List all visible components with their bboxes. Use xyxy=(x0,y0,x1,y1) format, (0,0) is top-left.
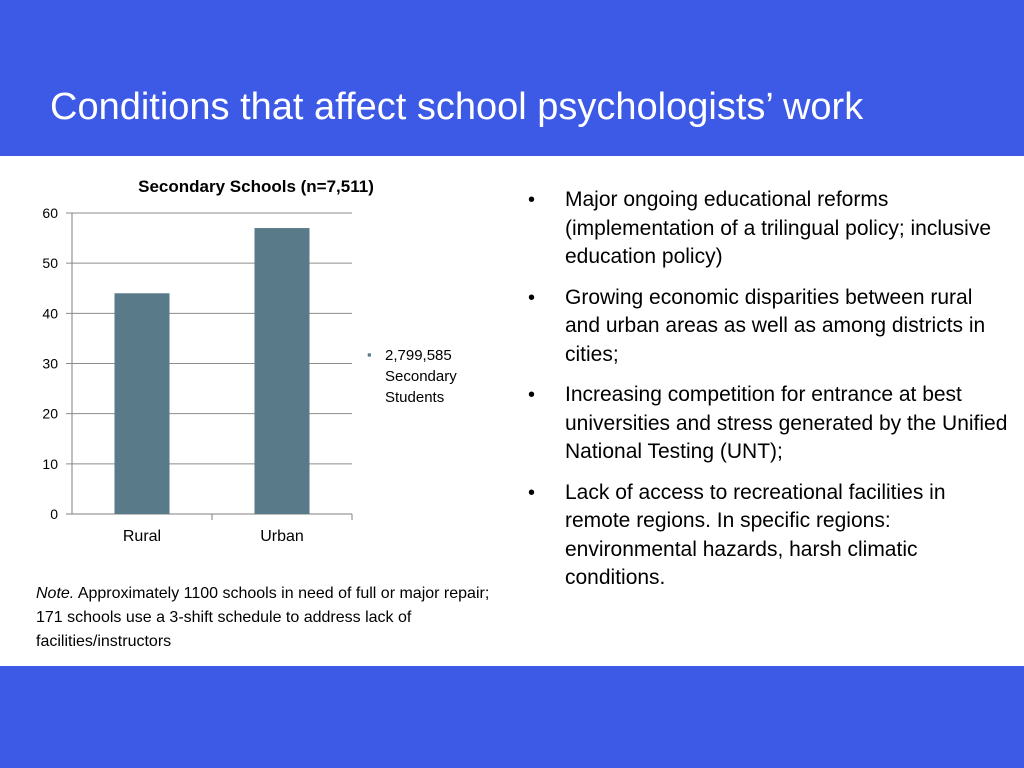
legend-label-line-2: Secondary xyxy=(385,368,457,385)
bullet-icon: • xyxy=(528,286,536,309)
bullet-text: Increasing competition for entrance at best universities and stress generated by the Unified National Testing (UNT); xyxy=(565,383,1008,463)
x-category-label: Rural xyxy=(122,528,162,545)
bullet-item xyxy=(528,186,1008,272)
bullet-icon: • xyxy=(528,384,536,406)
y-tick-label: 20 xyxy=(42,405,58,422)
bullet-item xyxy=(528,284,1008,370)
legend-label-line-1: 2,799,585 xyxy=(385,347,452,364)
bar-urban xyxy=(255,228,310,514)
chart-title: Secondary Schools (n=7,511) xyxy=(138,177,374,196)
bullet-text: Major ongoing educational reforms (implementation of a trilingual policy; inclusive education policy) xyxy=(565,188,992,268)
bullet-icon: • xyxy=(528,189,536,211)
y-tick-label: 50 xyxy=(42,255,58,272)
chart-x-categories xyxy=(123,528,304,545)
chart-legend xyxy=(367,347,457,406)
bullet-list xyxy=(528,186,1008,605)
slide-title: Conditions that affect school psychologists’ work xyxy=(50,86,864,128)
bullet-text: Growing economic disparities between rural and urban areas as well as among districts in cities; xyxy=(565,285,986,366)
note-text: Approximately 1100 schools in need of full or major repair; 171 schools use a 3-shift schedule to address lack of facilities/instructors xyxy=(36,585,490,650)
chart-note xyxy=(36,582,506,654)
bullet-text: Lack of access to recreational facilities in remote regions. In specific regions: environmental hazards, harsh climatic conditions. xyxy=(565,480,946,589)
legend-marker: ▪ xyxy=(367,347,372,362)
footer-band xyxy=(0,666,1024,768)
bar-rural xyxy=(115,293,170,514)
y-tick-label: 40 xyxy=(42,305,58,322)
y-tick-label: 10 xyxy=(42,455,58,472)
chart-y-ticks xyxy=(42,205,58,522)
bullet-icon: • xyxy=(528,481,536,504)
legend-label-line-3: Students xyxy=(385,389,445,406)
chart-bars xyxy=(115,228,310,514)
bullet-item xyxy=(528,479,1008,593)
x-category-label: Urban xyxy=(260,528,304,545)
y-tick-label: 0 xyxy=(50,506,58,522)
bar-chart xyxy=(0,160,520,560)
y-tick-label: 30 xyxy=(42,355,58,372)
note-label: Note. xyxy=(36,585,75,602)
y-tick-label: 60 xyxy=(42,205,58,221)
bullet-item xyxy=(528,381,1008,467)
header-band xyxy=(0,0,1024,156)
